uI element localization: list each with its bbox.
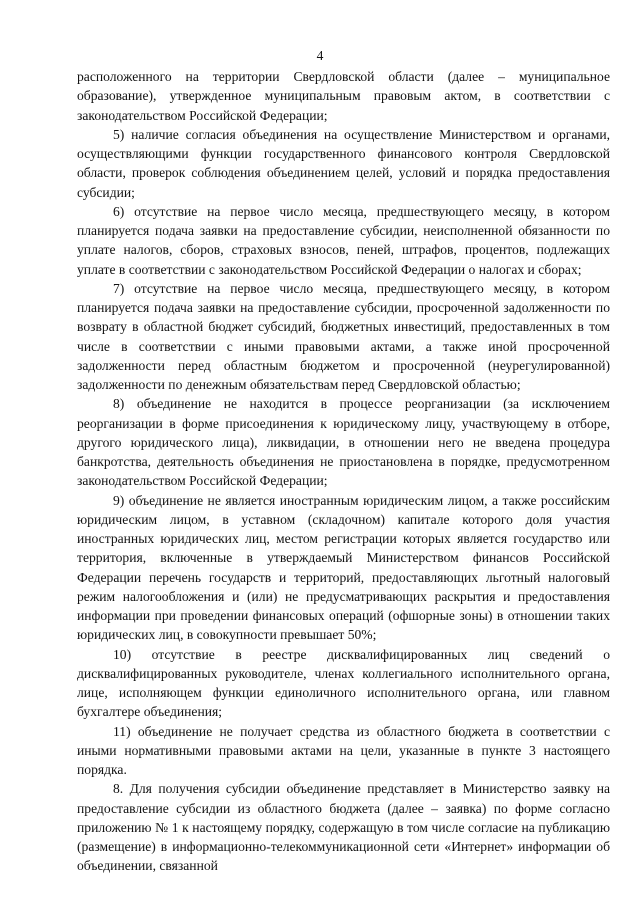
document-body	[77, 67, 610, 876]
paragraph-item-11: 11) объединение не получает средства из областного бюджета в соответствии с иными нормативными правовыми актами на цели, указанные в пункте 3 настоящего порядка.	[77, 723, 610, 777]
paragraph-section-8: 8. Для получения субсидии объединение представляет в Министерство заявку на предоставление субсидии из областного бюджета (далее – заявка) по форме согласно приложению № 1 к настоящему порядку, содержащую в том числе согласие на публикацию (размещение) в информационно-телекоммуникационной сети «Интернет» информации об объединении, связанной	[77, 781, 610, 874]
paragraph-item-9: 9) объединение не является иностранным юридическим лицом, а также российским юридическим лицом, в уставном (складочном) капитале которого доля участия иностранных юридических лиц, местом регистрации которых является государство или территория, включенные в утверждаемый Министерством финансов Российской Федерации перечень государств и территорий, предоставляющих льготный налоговый режим налогообложения и (или) не предусматривающих раскрытия и предоставления информации при проведении финансовых операций (офшорные зоны) в отношении таких юридических лиц, в совокупности превышает 50%;	[77, 492, 610, 643]
paragraph-item-5: 5) наличие согласия объединения на осуществление Министерством и органами, осуществляющими функции государственного финансового контроля Свердловской области, проверок соблюдения объединением целей, условий и порядка предоставления субсидии;	[77, 126, 610, 200]
paragraph-item-7: 7) отсутствие на первое число месяца, предшествующего месяцу, в котором планируется подача заявки на предоставление субсидии, просроченной задолженности по возврату в областной бюджет субсидий, бюджетных инвестиций, предоставленных в том числе в соответствии с иными правовыми актами, а также иной просроченной задолженности перед областным бюджетом и просроченной (неурегулированной) задолженности по денежным обязательствам перед Свердловской областью;	[77, 280, 610, 392]
paragraph-item-6: 6) отсутствие на первое число месяца, предшествующего месяцу, в котором планируется подача заявки на предоставление субсидии, неисполненной обязанности по уплате налогов, сборов, страховых взносов, пеней, штрафов, процентов, подлежащих уплате в соответствии с законодательством Российской Федерации о налогах и сборах;	[77, 203, 610, 277]
page-number: 4	[316, 48, 324, 63]
paragraph-continuation: расположенного на территории Свердловской области (далее – муниципальное образование), утвержденное муниципальным правовым актом, в соответствии с законодательством Российской Федерации;	[77, 69, 610, 123]
paragraph-item-10: 10) отсутствие в реестре дисквалифицированных лиц сведений о дисквалифицированных руководителе, членах коллегиального исполнительного органа, лице, исполняющем функции единоличного исполнительного органа, или главном бухгалтере объединения;	[77, 646, 610, 720]
paragraph-item-8: 8) объединение не находится в процессе реорганизации (за исключением реорганизации в форме присоединения к юридическому лицу, участвующему в отборе, другого юридического лица), ликвидации, в отношении него не введена процедура банкротства, деятельность объединения не приостановлена в порядке, предусмотренном законодательством Российской Федерации;	[77, 396, 610, 489]
